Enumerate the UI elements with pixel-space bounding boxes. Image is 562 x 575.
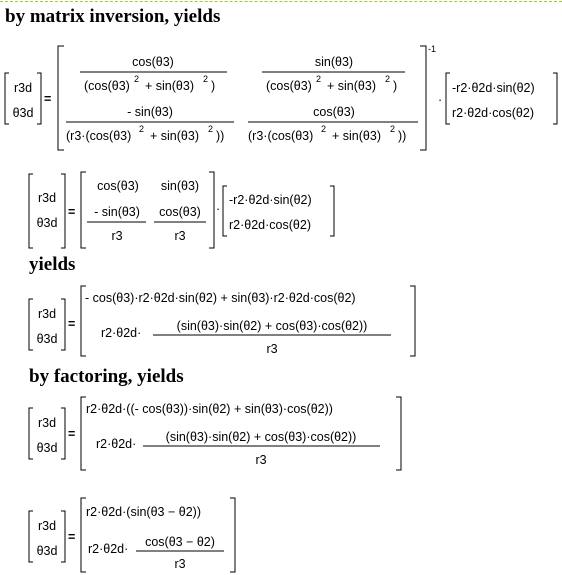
row-2-prefix: r2·θ2d· [96, 437, 137, 451]
row-2-denominator: r3 [266, 342, 278, 356]
lhs-r3d: r3d [37, 519, 57, 533]
lhs-bracket-right [61, 511, 65, 562]
a11-denominator-mid: + sin(θ3) [145, 79, 194, 93]
a11-denominator-start: (cos(θ3) [84, 79, 130, 93]
heading-by-factoring: by factoring, yields [29, 366, 184, 387]
row-2-denominator: r3 [255, 453, 267, 467]
row-2-numerator: (sin(θ3)·sin(θ2) + cos(θ3)·cos(θ2)) [165, 430, 357, 444]
matrix-bracket-left [81, 172, 86, 248]
rhs-bracket-right [553, 73, 557, 124]
row-2-denominator: r3 [174, 557, 186, 571]
equals-sign: = [68, 530, 76, 544]
m11: cos(θ3) [97, 179, 139, 193]
lhs-bracket-right [37, 73, 41, 124]
m22-denominator: r3 [174, 229, 186, 243]
a11-denominator-end: ) [211, 79, 216, 93]
equation-5 [29, 498, 235, 572]
equation-3 [29, 286, 415, 356]
a22-denominator-mid: + sin(θ3) [332, 129, 381, 143]
a21-denominator-end: )) [216, 129, 225, 143]
lhs-r3d: r3d [37, 191, 57, 205]
m21-numerator: - sin(θ3) [94, 205, 140, 219]
m21-denominator: r3 [111, 229, 123, 243]
row-2-numerator: cos(θ3 − θ2) [145, 535, 215, 549]
vector-bracket-right [396, 397, 401, 470]
lhs-bracket-right [61, 408, 65, 459]
multiply-dot: · [216, 202, 221, 216]
lhs-bracket-right [61, 174, 65, 248]
equals-sign: = [44, 92, 52, 106]
m12: sin(θ3) [160, 179, 200, 193]
a12-denominator-mid: + sin(θ3) [327, 79, 376, 93]
row-1: - cos(θ3)·r2·θ2d·sin(θ2) + sin(θ3)·r2·θ2d·cos(θ2) [85, 291, 356, 305]
lhs-bracket-left [29, 511, 33, 562]
m22-numerator: cos(θ3) [159, 205, 201, 219]
a22-square: 2 [321, 124, 327, 134]
a12-numerator: sin(θ3) [314, 55, 354, 69]
lhs-bracket-left [29, 408, 33, 459]
row-2-prefix: r2·θ2d· [88, 542, 129, 556]
a22-denominator-end: )) [398, 129, 407, 143]
row-2-numerator: (sin(θ3)·sin(θ2) + cos(θ3)·cos(θ2)) [176, 319, 368, 333]
a22-square-2: 2 [390, 124, 396, 134]
heading-yields: yields [29, 254, 76, 275]
row-1: r2·θ2d·(sin(θ3 − θ2)) [86, 505, 201, 519]
equals-sign: = [68, 205, 76, 219]
matrix-bracket-right [209, 172, 214, 248]
a21-denominator-mid: + sin(θ3) [150, 129, 199, 143]
matrix-bracket-left [58, 46, 64, 150]
multiply-dot: · [438, 93, 443, 107]
a21-denominator-start: (r3·(cos(θ3) [66, 129, 132, 143]
row-2-prefix: r2·θ2d· [101, 326, 142, 340]
rhs-bracket-right [330, 186, 334, 236]
rhs-row-2: r2·θ2d·cos(θ2) [229, 218, 311, 232]
lhs-bracket-left [29, 299, 33, 350]
a21-numerator: - sin(θ3) [127, 105, 173, 119]
rhs-bracket-left [223, 186, 227, 236]
a12-denominator-end: ) [393, 79, 398, 93]
a21-square: 2 [139, 124, 145, 134]
equation-4 [29, 397, 401, 470]
a12-denominator-start: (cos(θ3) [266, 79, 312, 93]
matrix-bracket-right [420, 46, 426, 150]
rhs-row-2: r2·θ2d·cos(θ2) [452, 106, 534, 120]
lhs-theta3d: θ3d [12, 106, 34, 120]
a12-square-2: 2 [385, 74, 391, 84]
vector-bracket-right [410, 286, 415, 356]
rhs-bracket-left [446, 73, 450, 124]
a22-numerator: cos(θ3) [313, 105, 355, 119]
a21-square-2: 2 [208, 124, 214, 134]
equation-2 [29, 172, 334, 248]
a11-numerator: cos(θ3) [132, 55, 174, 69]
lhs-theta3d: θ3d [36, 441, 58, 455]
equals-sign: = [68, 317, 76, 331]
rhs-row-1: -r2·θ2d·sin(θ2) [452, 81, 535, 95]
lhs-bracket-right [61, 299, 65, 350]
lhs-r3d: r3d [37, 307, 57, 321]
a12-square: 2 [316, 74, 322, 84]
lhs-bracket-left [29, 174, 33, 248]
row-1: r2·θ2d·((- cos(θ3))·sin(θ2) + sin(θ3)·cos(θ2)) [86, 402, 333, 416]
equals-sign: = [68, 427, 76, 441]
rhs-row-1: -r2·θ2d·sin(θ2) [229, 193, 312, 207]
heading-matrix-inversion: by matrix inversion, yields [5, 6, 221, 27]
inverse-exponent: -1 [428, 44, 437, 54]
lhs-theta3d: θ3d [36, 544, 58, 558]
lhs-theta3d: θ3d [36, 332, 58, 346]
a22-denominator-start: (r3·(cos(θ3) [248, 129, 314, 143]
lhs-r3d: r3d [37, 416, 57, 430]
lhs-r3d: r3d [13, 81, 33, 95]
lhs-theta3d: θ3d [36, 216, 58, 230]
a11-square: 2 [134, 74, 140, 84]
vector-bracket-right [230, 498, 235, 572]
a11-square-2: 2 [203, 74, 209, 84]
lhs-bracket-left [5, 73, 9, 124]
equation-1 [5, 44, 557, 150]
